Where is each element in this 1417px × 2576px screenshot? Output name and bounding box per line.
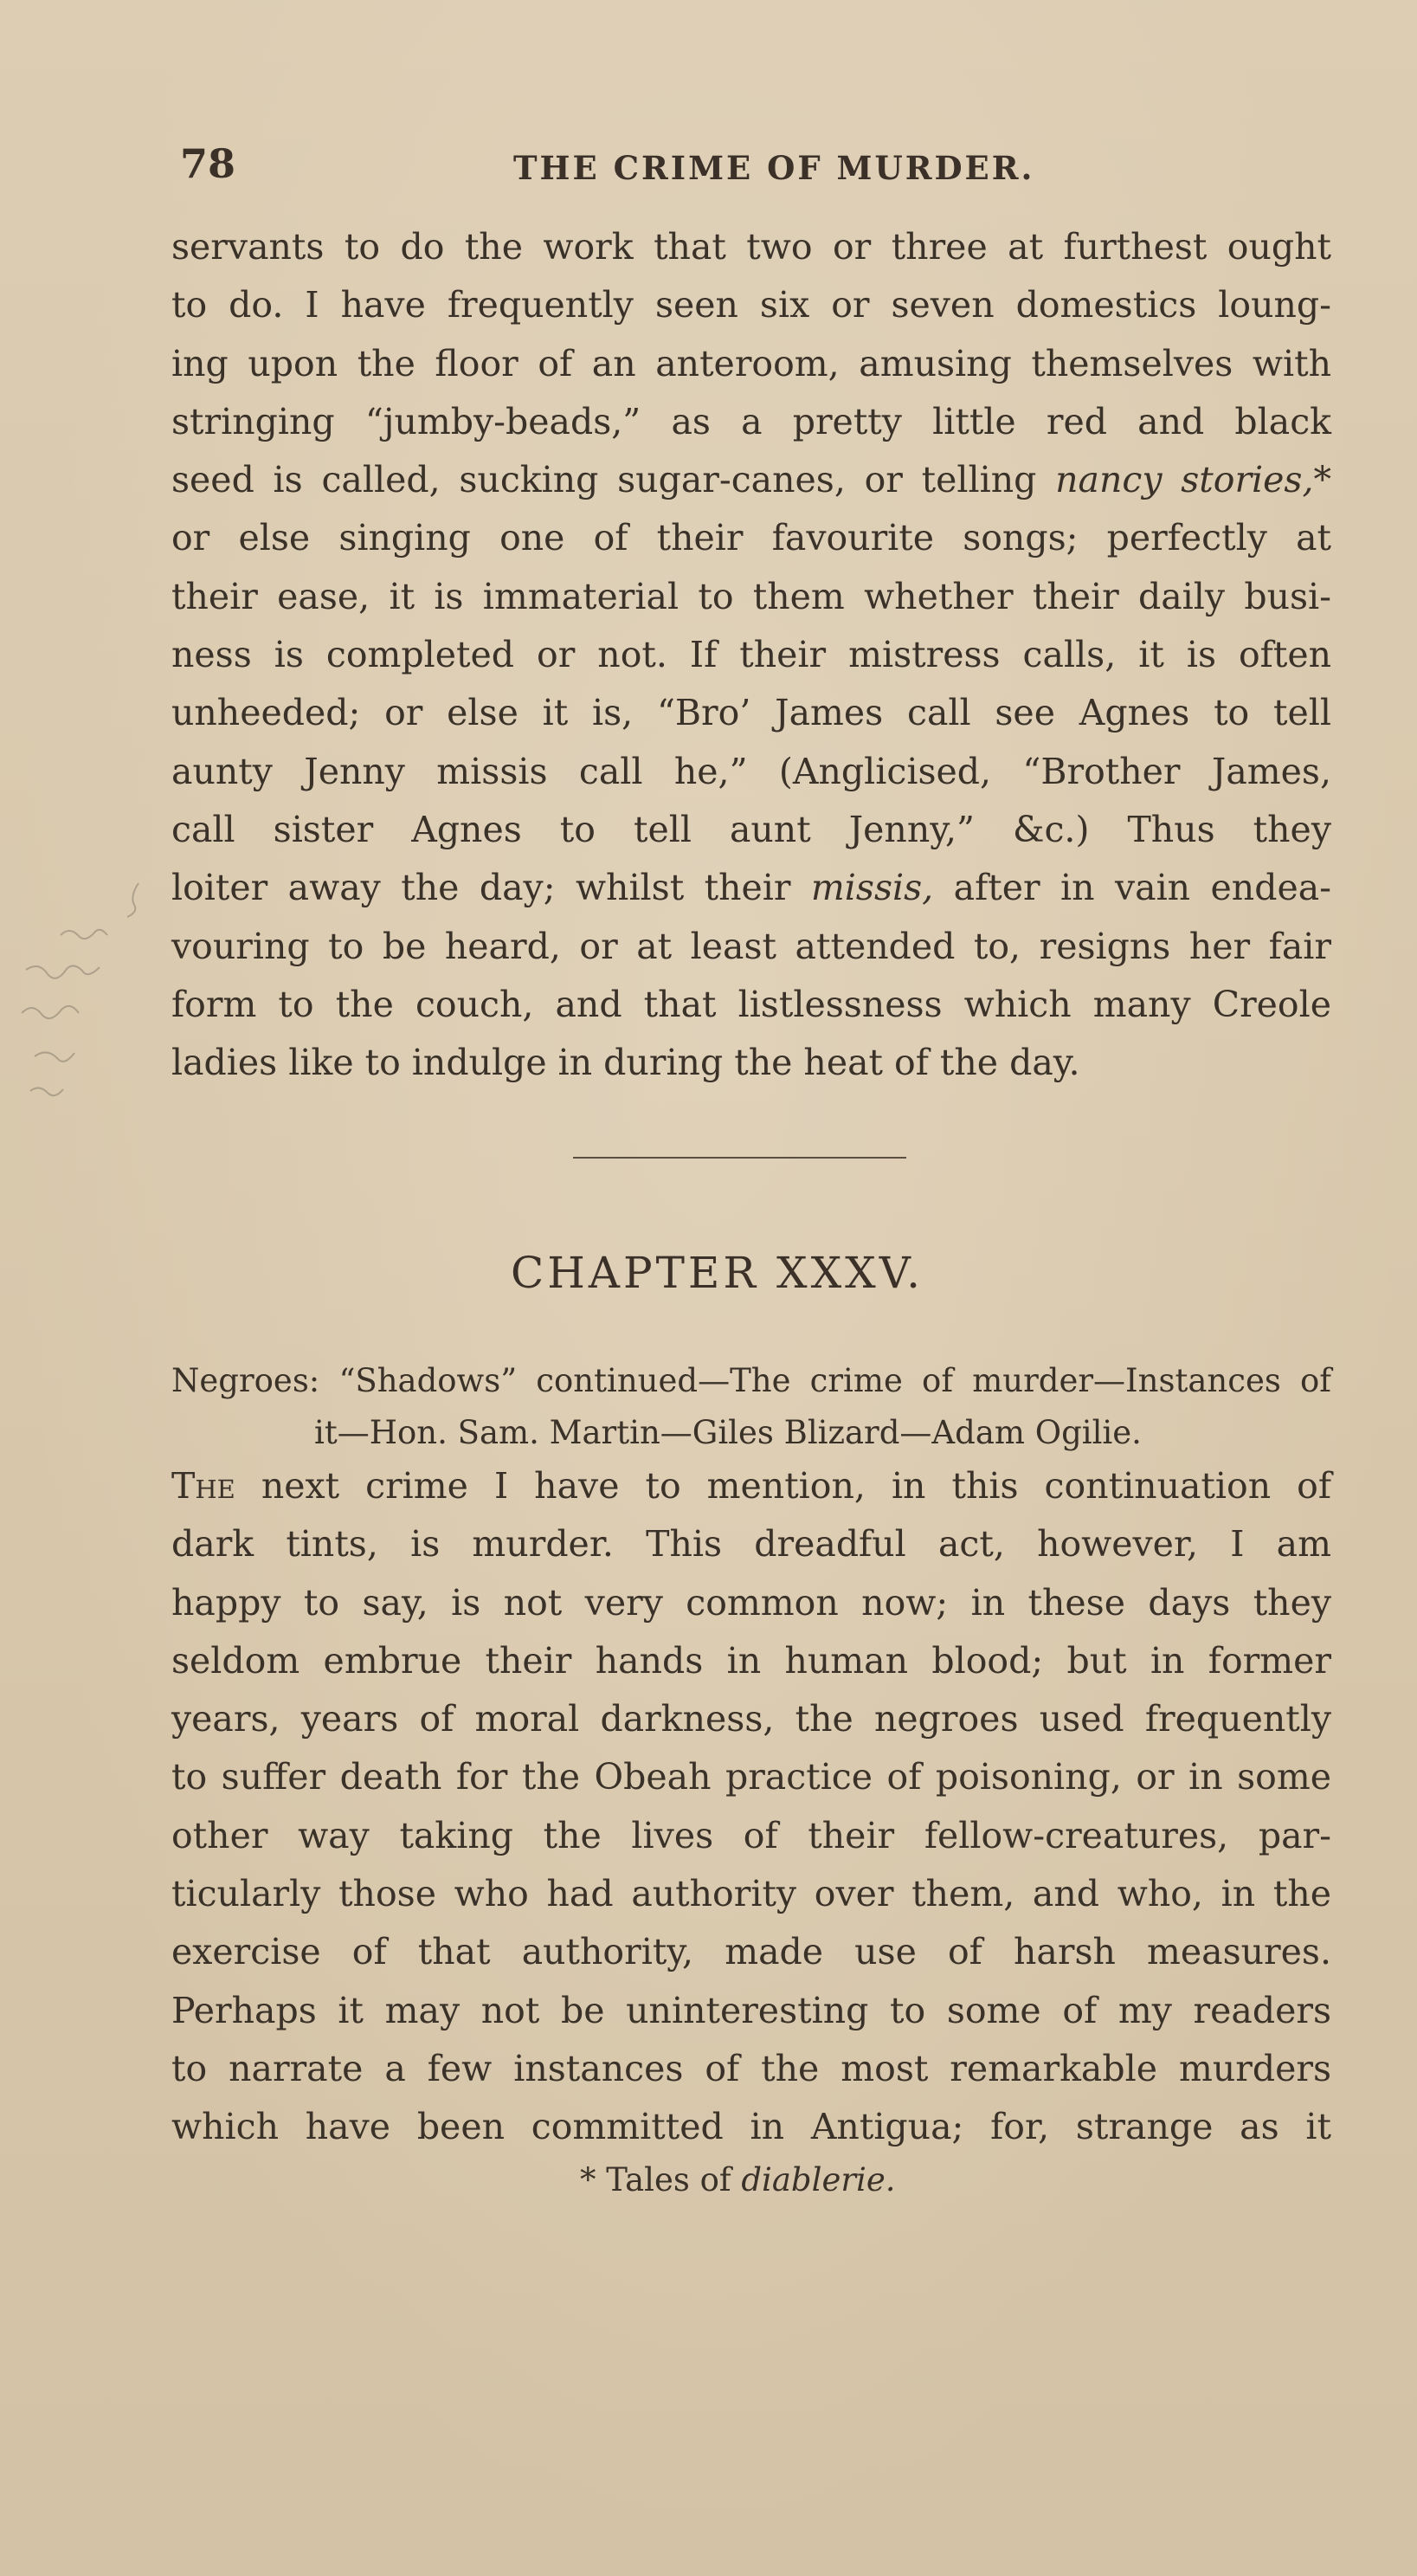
italic-nancy-stories: nancy stories,* bbox=[1055, 459, 1331, 501]
section-divider bbox=[573, 1157, 906, 1159]
paragraph-1 bbox=[171, 218, 1331, 1092]
text-line bbox=[171, 859, 1331, 917]
text-line: servants to do the work that two or three at furthest ought bbox=[171, 226, 1331, 268]
footnote bbox=[580, 2161, 896, 2198]
text-line: to narrate a few instances of the most remarkable murders bbox=[171, 2047, 1331, 2089]
paragraph-2 bbox=[171, 1457, 1331, 2157]
text-line: which have been committed in Antigua; for, strange as it bbox=[171, 2106, 1331, 2148]
text-line: to do. I have frequently seen six or seven domestics loung- bbox=[171, 284, 1331, 326]
synopsis-line: Negroes: “Shadows” continued—The crime of murder—Instances of bbox=[171, 1362, 1331, 1399]
text-line: call sister Agnes to tell aunt Jenny,” &c.) Thus they bbox=[171, 808, 1331, 850]
text-line: happy to say, is not very common now; in these days they bbox=[171, 1581, 1331, 1624]
text-line: seldom embrue their hands in human blood; but in former bbox=[171, 1639, 1331, 1682]
text-line: ness is completed or not. If their mistress calls, it is often bbox=[171, 634, 1331, 676]
text-line bbox=[171, 1457, 1331, 1515]
text-line: ing upon the floor of an anteroom, amusing themselves with bbox=[171, 342, 1331, 384]
text-line: other way taking the lives of their fellow-creatures, par- bbox=[171, 1814, 1331, 1856]
text-line: unheeded; or else it is, “Bro’ James call see Agnes to tell bbox=[171, 692, 1331, 734]
italic-missis: missis, bbox=[810, 867, 934, 909]
text-line: Perhaps it may not be uninteresting to some of my readers bbox=[171, 1989, 1331, 2031]
text-line: ladies like to indulge in during the heat of the day. bbox=[171, 1042, 1080, 1084]
text-line: years, years of moral darkness, the negroes used frequently bbox=[171, 1698, 1331, 1740]
page-number: 78 bbox=[180, 140, 236, 187]
drop-word: The bbox=[171, 1465, 235, 1507]
text-line: or else singing one of their favourite songs; perfectly at bbox=[171, 517, 1331, 559]
text-segment: next crime I have to mention, in this continuation of bbox=[235, 1465, 1331, 1507]
text-segment: after in vain endea- bbox=[933, 867, 1332, 909]
text-line: aunty Jenny missis call he,” (Anglicised, “Brother James, bbox=[171, 750, 1331, 792]
chapter-synopsis bbox=[171, 1355, 1331, 1459]
text-line bbox=[171, 451, 1331, 509]
text-line: vouring to be heard, or at least attended to, resigns her fair bbox=[171, 925, 1331, 967]
running-head bbox=[180, 140, 1331, 192]
running-title: THE CRIME OF MURDER. bbox=[513, 149, 1035, 187]
text-line: to suffer death for the Obeah practice of poisoning, or in some bbox=[171, 1756, 1331, 1798]
text-line: ticularly those who had authority over them, and who, in the bbox=[171, 1873, 1331, 1915]
footnote-text: * Tales of bbox=[580, 2161, 742, 2198]
text-line: dark tints, is murder. This dreadful act, however, I am bbox=[171, 1523, 1331, 1566]
text-line: stringing “jumby-beads,” as a pretty little red and black bbox=[171, 400, 1331, 442]
text-line: their ease, it is immaterial to them whether their daily busi- bbox=[171, 575, 1331, 617]
footnote-italic: diablerie. bbox=[741, 2161, 896, 2198]
text-line: form to the couch, and that listlessness which many Creole bbox=[171, 983, 1331, 1025]
pencil-marginalia-scribble bbox=[9, 866, 156, 1143]
synopsis-line: it—Hon. Sam. Martin—Giles Blizard—Adam Ogilie. bbox=[314, 1414, 1142, 1451]
chapter-heading: CHAPTER XXXV. bbox=[510, 1248, 924, 1298]
text-segment: seed is called, sucking sugar-canes, or telling bbox=[171, 459, 1056, 501]
text-segment: loiter away the day; whilst their bbox=[171, 867, 811, 909]
text-line: exercise of that authority, made use of harsh measures. bbox=[171, 1931, 1331, 1973]
